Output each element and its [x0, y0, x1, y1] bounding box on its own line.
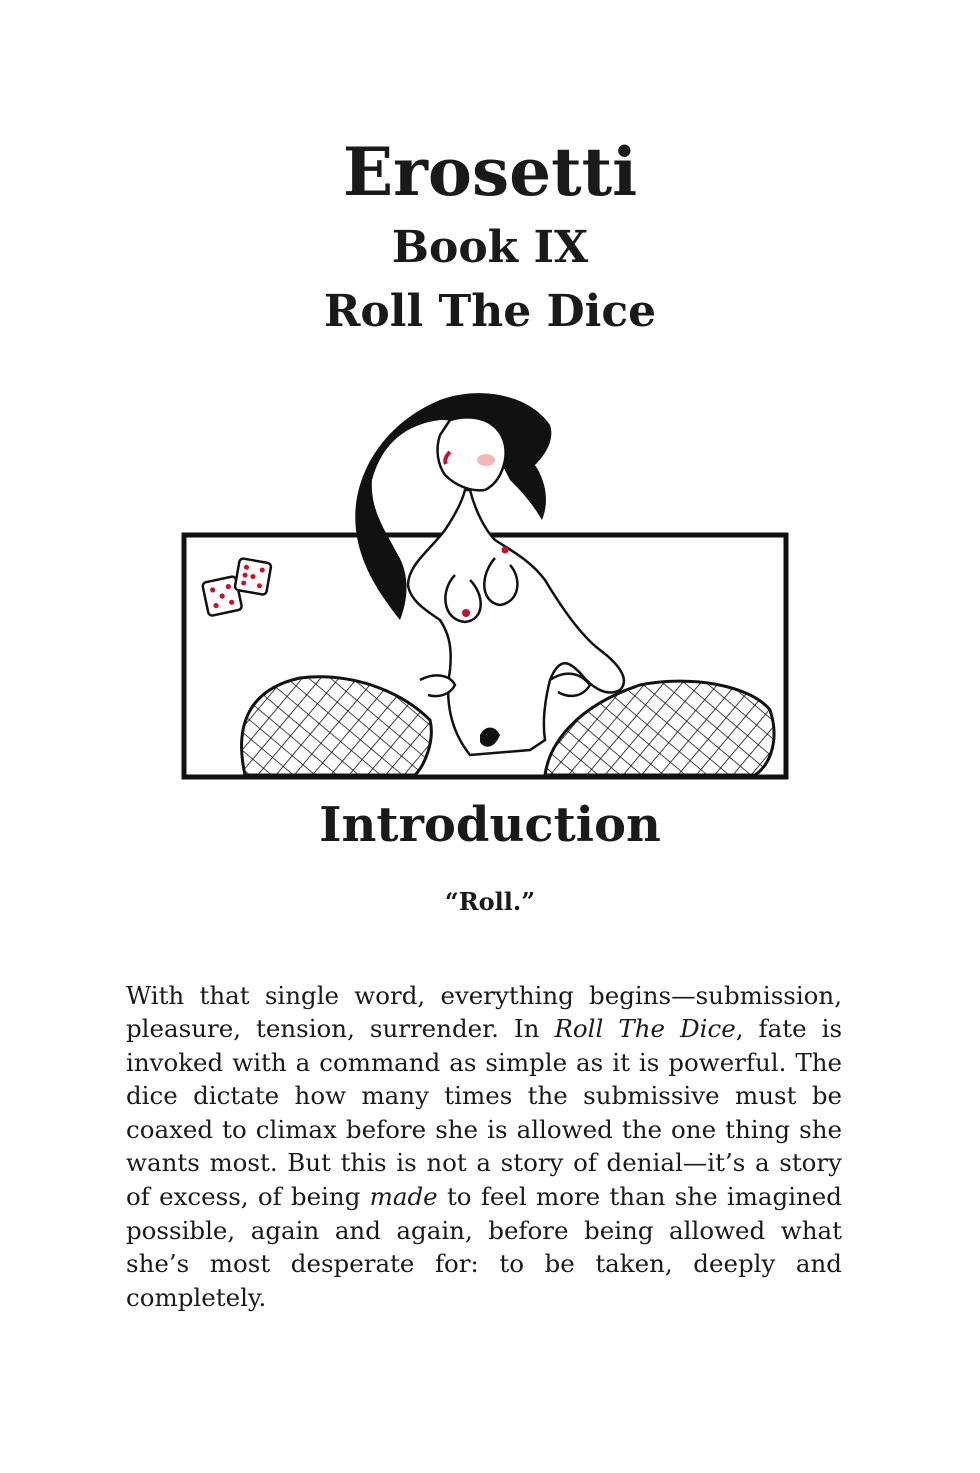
dice-icon: [202, 558, 272, 616]
paragraph-text: With that single word, everything begins—submission, pleasure, tension, surrender. In: [126, 980, 842, 1044]
intro-paragraph: [126, 979, 842, 1315]
pull-quote: “Roll.”: [444, 887, 536, 916]
title-emphasis: Roll The Dice: [554, 1014, 736, 1044]
word-emphasis: made: [369, 1182, 438, 1212]
paragraph-text: to feel more than she imagined possible, again and again, before being allowed what she’s most desperate for: to be taken, deeply and completely.: [126, 1182, 842, 1312]
cover-illustration: [150, 380, 830, 790]
section-heading: Introduction: [319, 797, 661, 853]
book-series-title: Erosetti: [342, 133, 638, 211]
left-leg-fishnet: [242, 677, 432, 775]
paragraph-text: , fate is invoked with a command as simple as it is powerful. The dice dictate how many times the submissive must be coaxed to climax before she is allowed the one thing she wants most. But this is not a story of denial—it’s a story of excess, of being: [126, 1014, 843, 1212]
book-number: Book IX: [391, 222, 589, 273]
book-title: Roll The Dice: [323, 286, 657, 337]
